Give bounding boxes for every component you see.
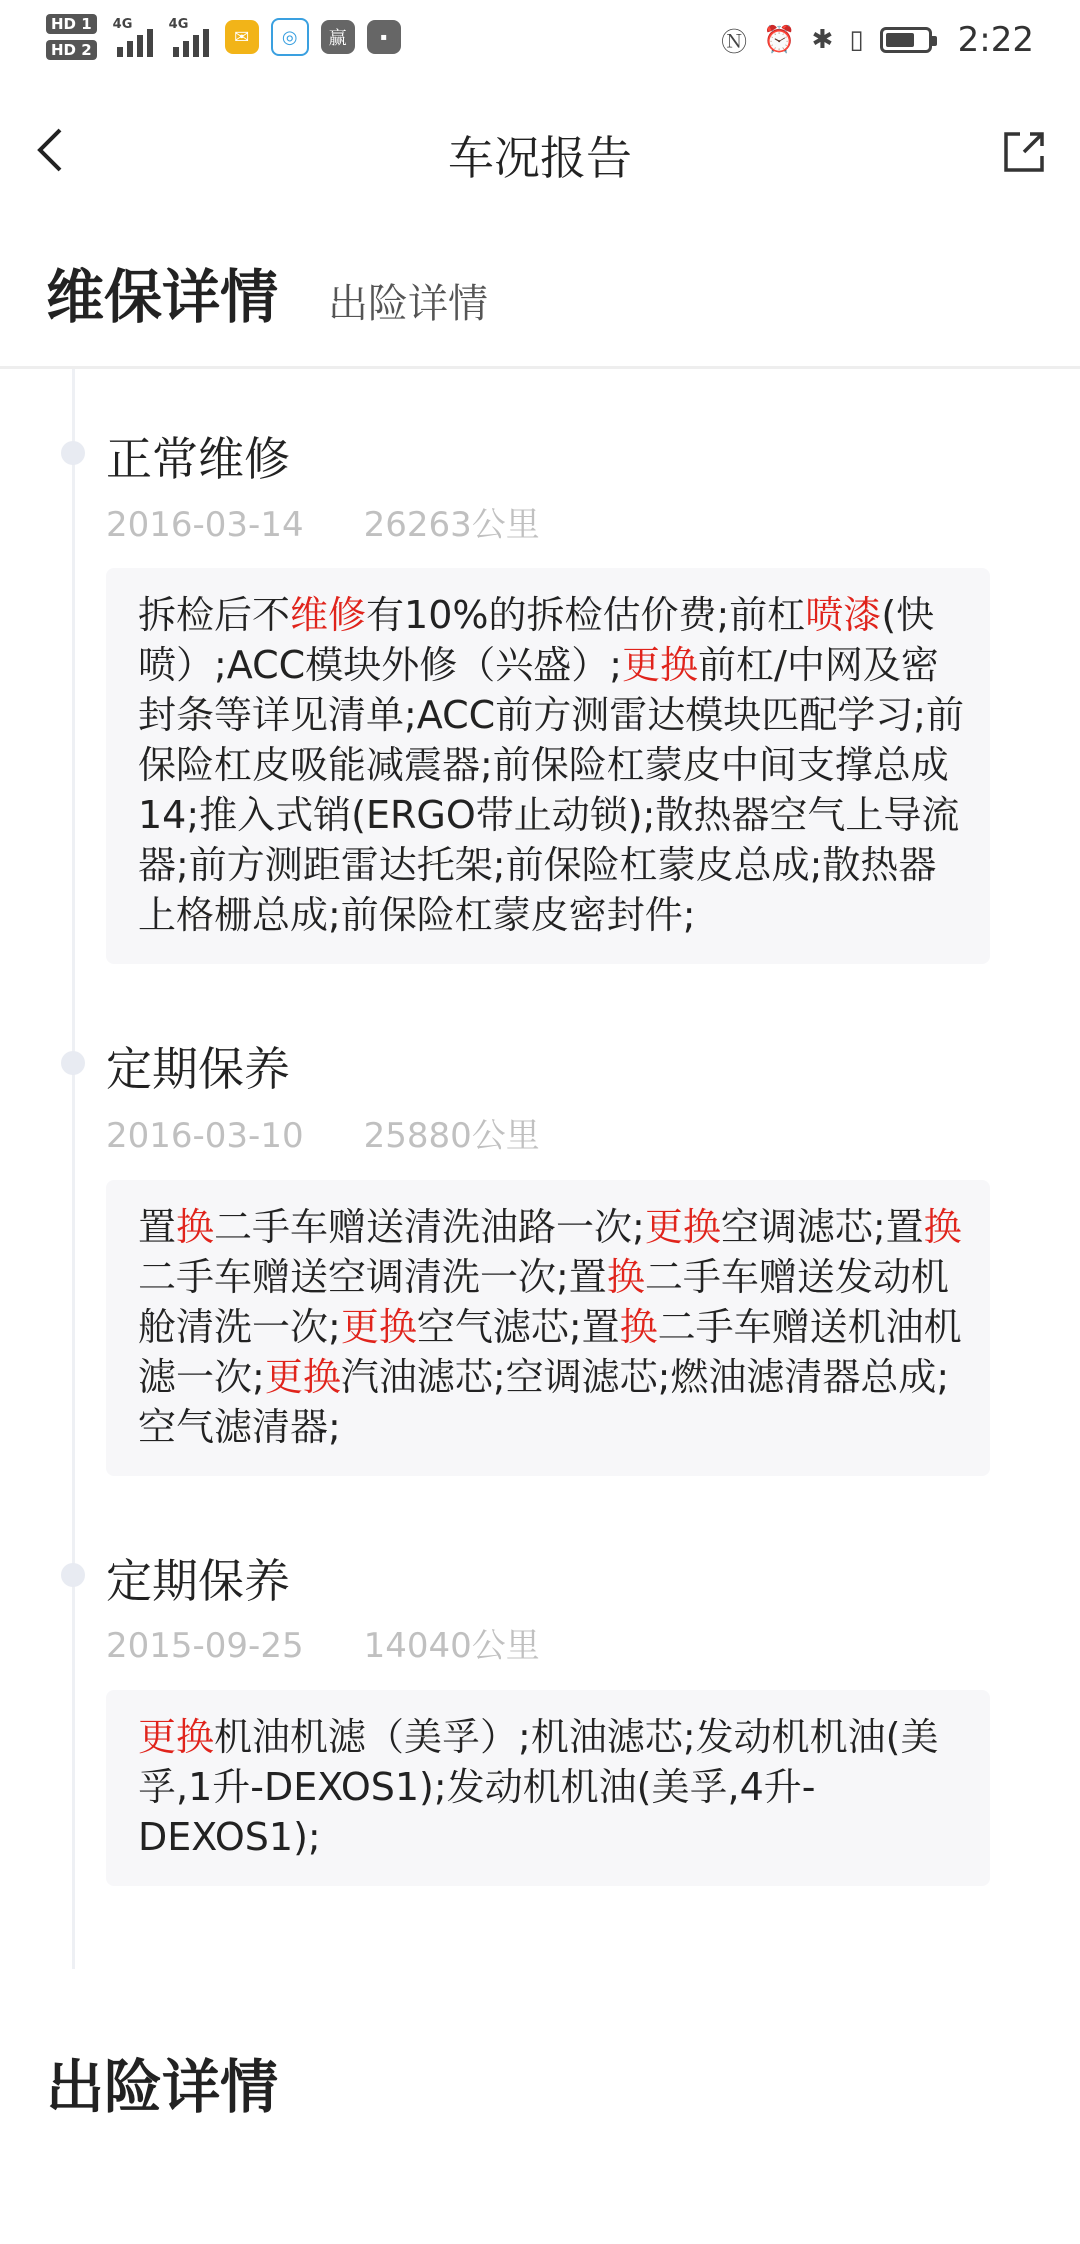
record-mileage: 26263公里 — [363, 505, 540, 545]
timeline-dot — [61, 441, 85, 465]
detail-text: (快喷）;ACC模块外修（兴盛）; — [138, 593, 935, 687]
highlight-keyword: 更换 — [138, 1715, 215, 1759]
network-label: 4G — [112, 17, 133, 32]
record-title: 正常维修 — [106, 432, 290, 486]
detail-text: 二手车赠送清洗油路一次; — [214, 1205, 645, 1249]
detail-text: 二手车赠送空调清洗一次;置 — [138, 1255, 607, 1299]
nfc-icon: Ⓝ — [721, 27, 748, 58]
record-mileage: 14040公里 — [363, 1626, 540, 1666]
detail-text: 二手车赠送机油机滤一次; — [138, 1305, 962, 1399]
signal-icon-2 — [169, 17, 209, 57]
record-title: 定期保养 — [106, 1554, 290, 1608]
nav-bar — [0, 100, 1080, 210]
network-label-2: 4G — [168, 17, 189, 32]
record-meta — [106, 497, 540, 546]
highlight-keyword: 喷漆 — [805, 593, 882, 637]
highlight-keyword: 更换 — [622, 643, 699, 687]
tab-maintenance[interactable]: 维保详情 — [46, 263, 279, 331]
timeline-dot — [61, 1563, 85, 1587]
chat-icon: ◎ — [271, 18, 309, 56]
highlight-keyword: 更换 — [264, 1355, 341, 1399]
highlight-keyword: 更换 — [644, 1205, 721, 1249]
detail-text: 汽油滤芯;空调滤芯;燃油滤清器总成;空气滤清器; — [138, 1355, 950, 1449]
highlight-keyword: 更换 — [340, 1305, 417, 1349]
detail-text: 机油机滤（美孚）;机油滤芯;发动机机油(美孚,1升-DEXOS1);发动机机油(美孚,4升-DEXOS1); — [138, 1715, 939, 1859]
app-badge-text: 赢 — [328, 28, 347, 49]
record-detail — [106, 1180, 990, 1476]
signal-icon — [113, 17, 153, 57]
status-bar — [0, 0, 1080, 90]
alarm-icon: ⏰ — [763, 25, 796, 55]
record-detail — [106, 568, 990, 964]
record-title: 定期保养 — [106, 1042, 290, 1096]
huawei-icon: ▪ — [367, 20, 401, 54]
app-badge-icon — [321, 20, 355, 54]
highlight-keyword: 换 — [619, 1305, 658, 1349]
record-date: 2016-03-14 — [106, 505, 304, 545]
detail-text: 二手车赠送发动机舱清洗一次; — [138, 1255, 949, 1349]
clock: 2:22 — [957, 20, 1034, 60]
record-mileage: 25880公里 — [363, 1116, 540, 1156]
detail-text: 有10%的拆检估价费;前杠 — [366, 593, 806, 637]
insurance-section-title: 出险详情 — [46, 2053, 279, 2121]
detail-text: 空调滤芯;置 — [720, 1205, 924, 1249]
page-title: 车况报告 — [448, 131, 632, 185]
timeline-dot — [61, 1051, 85, 1075]
record-date: 2015-09-25 — [106, 1626, 304, 1666]
highlight-keyword: 换 — [606, 1255, 645, 1299]
detail-text: 前杠/中网及密封条等详见清单;ACC前方测雷达模块匹配学习;前保险杠皮吸能减震器;前保险杠蒙皮中间支撑总成14;推入式销(ERGO带止动锁);散热器空气上导流器;前方测距雷达托架;前保险杠蒙皮总成;散热器上格栅总成;前保险杠蒙皮密封件; — [138, 643, 965, 937]
timeline-line — [72, 369, 75, 1969]
vibrate-icon: ▯ — [849, 25, 864, 55]
detail-text: 空气滤芯;置 — [416, 1305, 620, 1349]
tab-bar — [46, 250, 488, 334]
record-meta — [106, 1618, 540, 1667]
tab-insurance[interactable]: 出险详情 — [328, 281, 489, 327]
mail-icon: ✉ — [225, 20, 259, 54]
sim1-badge: HD 1 — [46, 14, 97, 34]
divider — [0, 366, 1080, 369]
sim2-badge: HD 2 — [46, 40, 97, 60]
detail-text: 置 — [138, 1205, 177, 1249]
record-date: 2016-03-10 — [106, 1116, 304, 1156]
record-detail — [106, 1690, 990, 1886]
highlight-keyword: 换 — [923, 1205, 962, 1249]
highlight-keyword: 换 — [176, 1205, 215, 1249]
detail-text: 拆检后不 — [138, 593, 291, 637]
battery-icon — [880, 27, 932, 53]
bluetooth-icon: ✱ — [811, 25, 834, 55]
highlight-keyword: 维修 — [290, 593, 367, 637]
share-icon[interactable] — [1000, 128, 1048, 176]
record-meta — [106, 1108, 540, 1157]
